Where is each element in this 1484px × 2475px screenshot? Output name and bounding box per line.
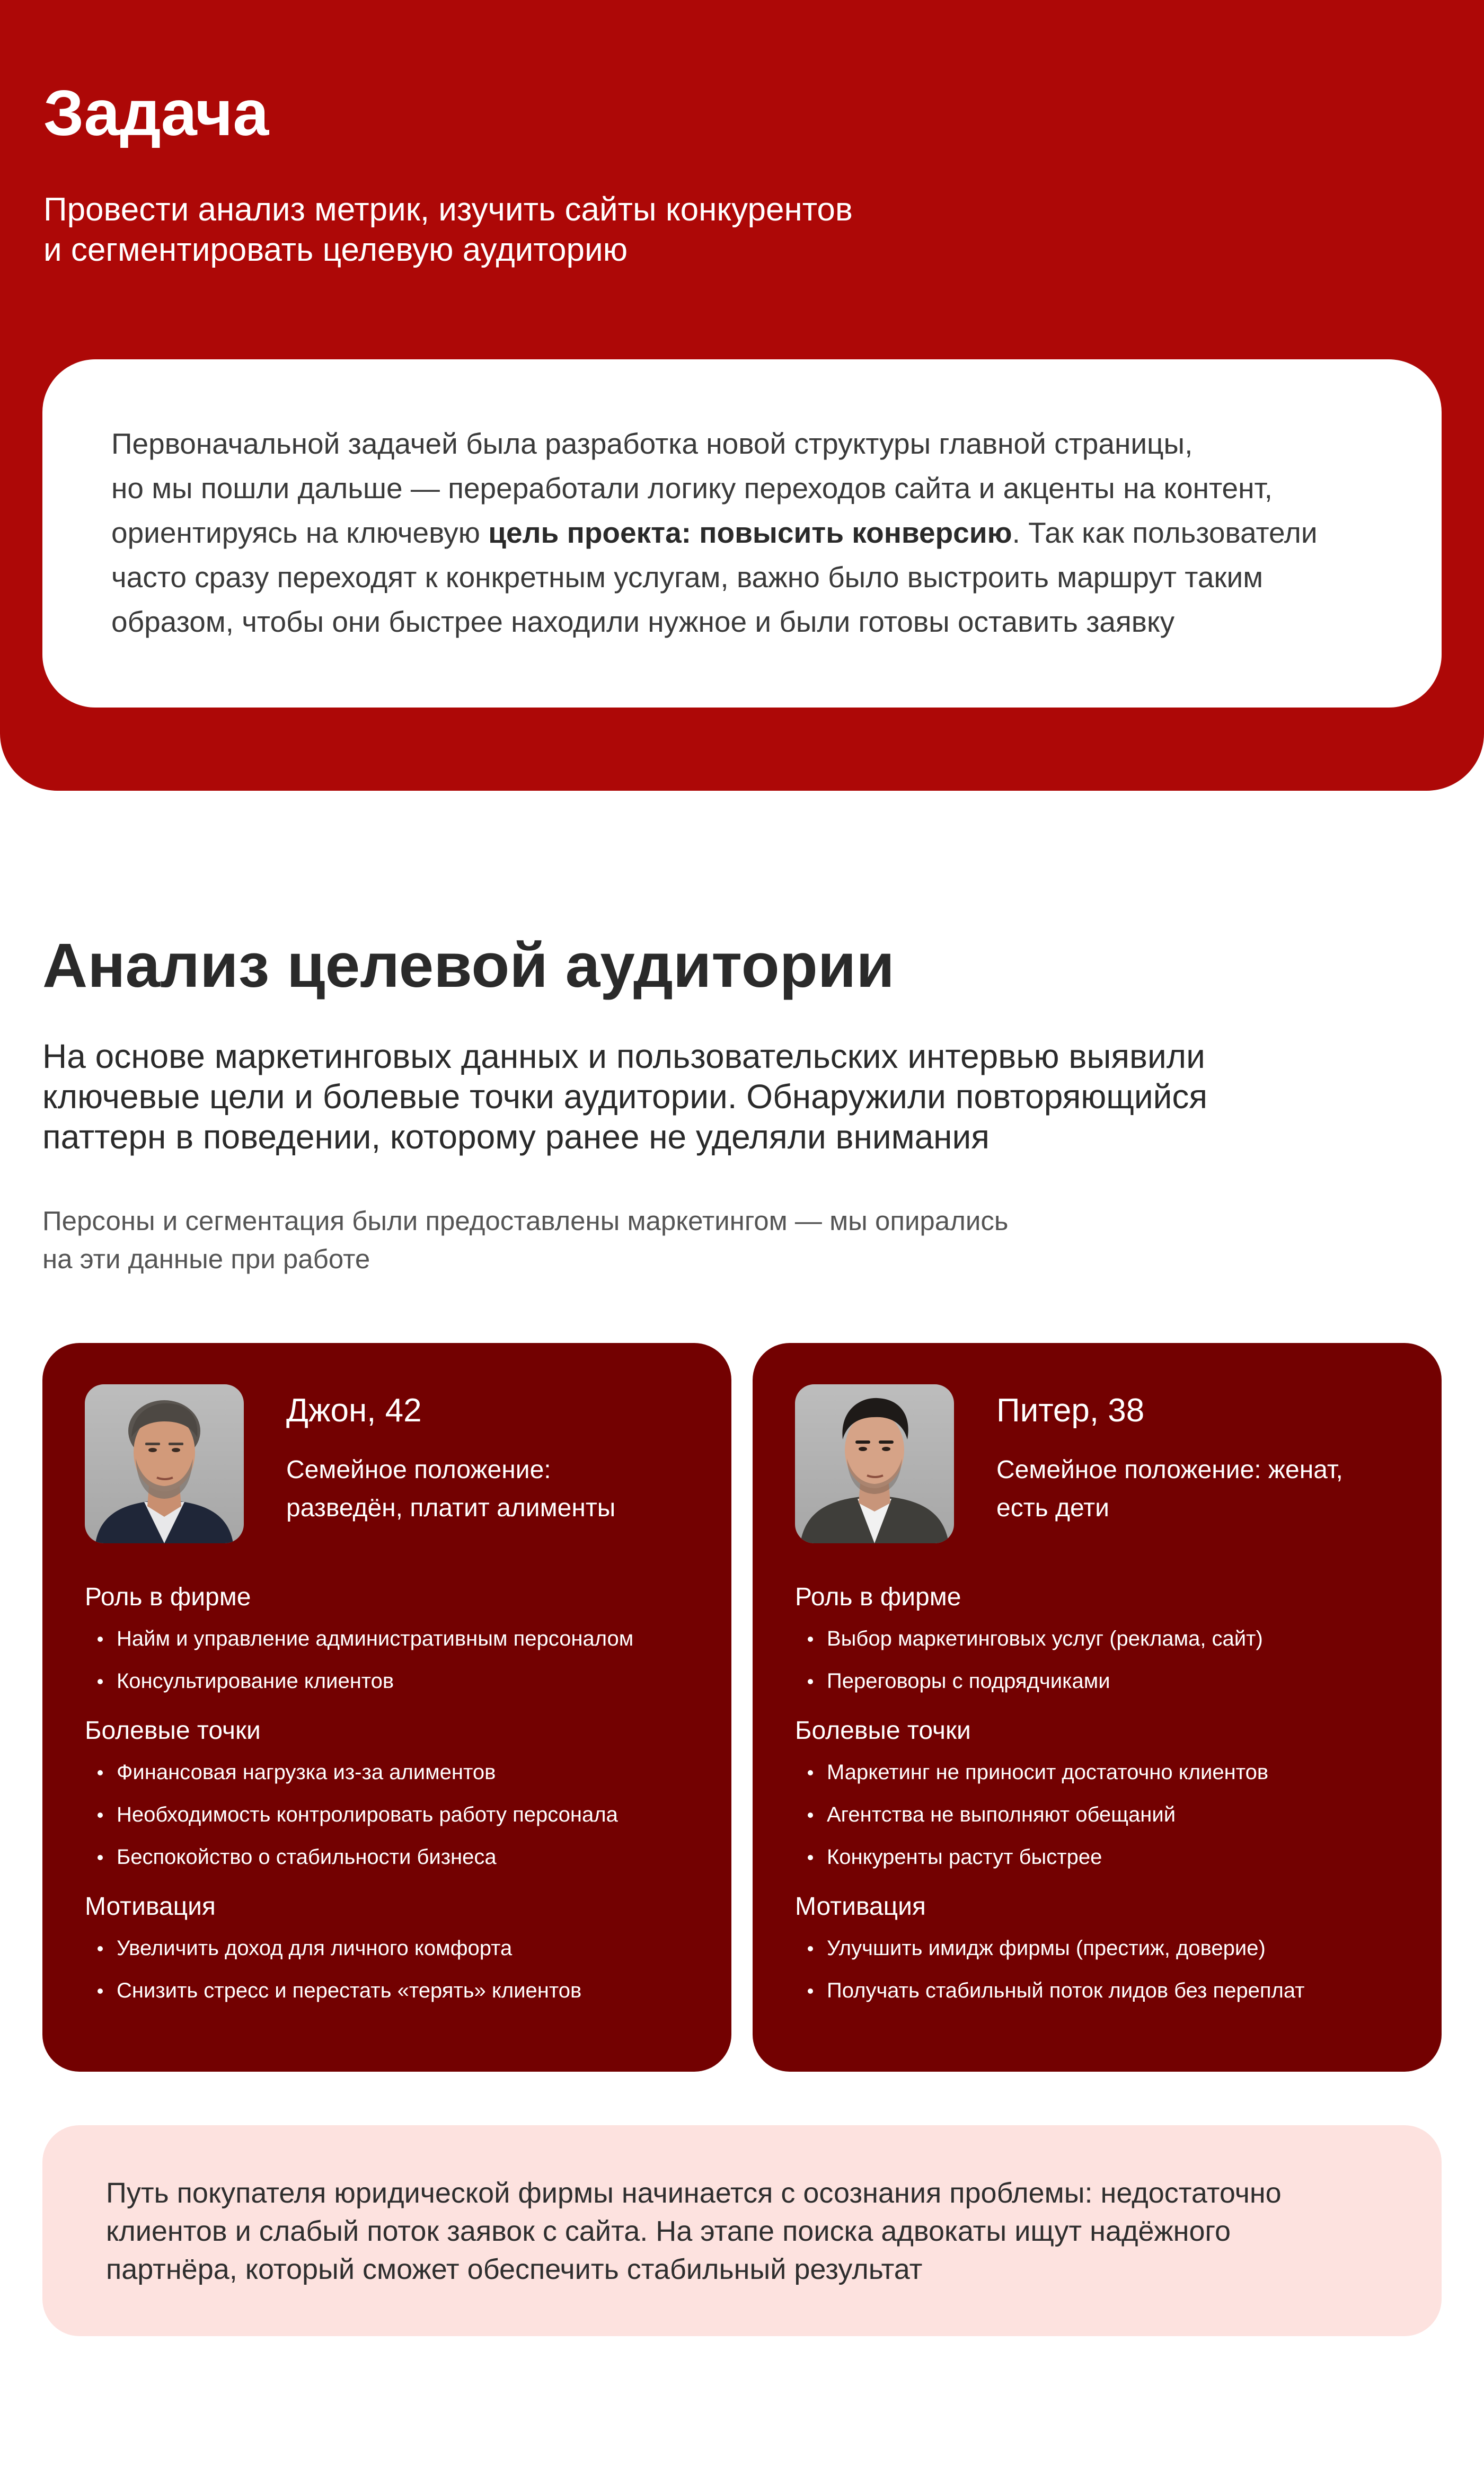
journey-line: клиентов и слабый поток заявок с сайта. На этапе поиска адвокаты ищут надёжного xyxy=(106,2215,1231,2247)
motivation-list xyxy=(795,1927,1410,2012)
task-subtitle xyxy=(43,190,853,270)
audience-note-line: на эти данные при работе xyxy=(42,1244,370,1274)
persona-card-john xyxy=(42,1343,731,2072)
role-heading: Роль в фирме xyxy=(85,1583,251,1611)
task-line: Первоначальной задачей была разработка новой структуры главной страницы, xyxy=(111,427,1193,460)
list-item: Улучшить имидж фирмы (престиж, доверие) xyxy=(795,1927,1410,1969)
motivation-heading: Мотивация xyxy=(85,1893,216,1921)
task-description-card xyxy=(42,359,1442,708)
family-line: есть дети xyxy=(996,1494,1109,1522)
list-item: Снизить стресс и перестать «терять» клиентов xyxy=(85,1969,700,2012)
persona-card-peter xyxy=(753,1343,1442,2072)
task-line: часто сразу переходят к конкретным услугам, важно было выстроить маршрут таким xyxy=(111,561,1264,594)
journey-line: Путь покупателя юридической фирмы начинается с осознания проблемы: недостаточно xyxy=(106,2177,1282,2209)
persona-details xyxy=(795,1580,1410,2023)
list-item: Выбор маркетинговых услуг (реклама, сайт) xyxy=(795,1617,1410,1660)
audience-lead-line: паттерн в поведении, которому ранее не уделяли внимания xyxy=(42,1118,990,1156)
list-item: Консультирование клиентов xyxy=(85,1660,700,1702)
role-list xyxy=(795,1617,1410,1702)
family-line: Семейное положение: женат, xyxy=(996,1456,1343,1484)
avatar xyxy=(795,1384,954,1543)
audience-lead xyxy=(42,1036,1420,1157)
pain-points-heading: Болевые точки xyxy=(795,1717,971,1745)
motivation-list xyxy=(85,1927,700,2012)
list-item: Конкуренты растут быстрее xyxy=(795,1836,1410,1878)
persona-family-status xyxy=(996,1451,1420,1527)
audience-lead-line: ключевые цели и болевые точки аудитории. Обнаружили повторяющийся xyxy=(42,1077,1208,1116)
family-line: разведён, платит алименты xyxy=(286,1494,616,1522)
list-item: Необходимость контролировать работу персонала xyxy=(85,1793,700,1836)
task-subtitle-line: и сегментировать целевую аудиторию xyxy=(43,231,628,268)
pain-points-list xyxy=(85,1751,700,1878)
persona-name: Питер, 38 xyxy=(996,1392,1145,1429)
list-item: Найм и управление административным персоналом xyxy=(85,1617,700,1660)
task-description-text xyxy=(111,421,1373,644)
avatar xyxy=(85,1384,244,1543)
customer-journey-card xyxy=(42,2125,1442,2336)
role-heading: Роль в фирме xyxy=(795,1583,961,1611)
audience-lead-line: На основе маркетинговых данных и пользовательских интервью выявили xyxy=(42,1037,1205,1075)
role-list xyxy=(85,1617,700,1702)
list-item: Беспокойство о стабильности бизнеса xyxy=(85,1836,700,1878)
list-item: Увеличить доход для личного комфорта xyxy=(85,1927,700,1969)
audience-note xyxy=(42,1202,1008,1278)
pain-points-heading: Болевые точки xyxy=(85,1717,261,1745)
task-subtitle-line: Провести анализ метрик, изучить сайты конкурентов xyxy=(43,191,853,228)
persona-family-status xyxy=(286,1451,710,1527)
audience-note-line: Персоны и сегментация были предоставлены маркетингом — мы опирались xyxy=(42,1206,1009,1236)
persona-name: Джон, 42 xyxy=(286,1392,422,1429)
list-item: Маркетинг не приносит достаточно клиентов xyxy=(795,1751,1410,1793)
task-section xyxy=(0,0,1484,791)
pain-points-list xyxy=(795,1751,1410,1878)
persona-details xyxy=(85,1580,700,2023)
avatar-portrait-icon xyxy=(85,1384,244,1543)
journey-line: партнёра, который сможет обеспечить стабильный результат xyxy=(106,2253,923,2285)
task-line: образом, чтобы они быстрее находили нужное и были готовы оставить заявку xyxy=(111,605,1175,638)
list-item: Агентства не выполняют обещаний xyxy=(795,1793,1410,1836)
project-goal-highlight: цель проекта: повысить конверсию xyxy=(488,516,1012,549)
task-line: но мы пошли дальше — переработали логику переходов сайта и акценты на контент, xyxy=(111,472,1273,505)
task-line: . Так как пользователи xyxy=(1012,516,1318,549)
list-item: Получать стабильный поток лидов без переплат xyxy=(795,1969,1410,2012)
audience-title: Анализ целевой аудитории xyxy=(42,931,895,1001)
task-line: ориентируясь на ключевую xyxy=(111,516,489,549)
motivation-heading: Мотивация xyxy=(795,1893,926,1921)
list-item: Финансовая нагрузка из-за алиментов xyxy=(85,1751,700,1793)
customer-journey-text xyxy=(106,2174,1378,2288)
avatar-portrait-icon xyxy=(795,1384,954,1543)
list-item: Переговоры с подрядчиками xyxy=(795,1660,1410,1702)
task-title: Задача xyxy=(43,77,269,149)
family-line: Семейное положение: xyxy=(286,1456,551,1484)
